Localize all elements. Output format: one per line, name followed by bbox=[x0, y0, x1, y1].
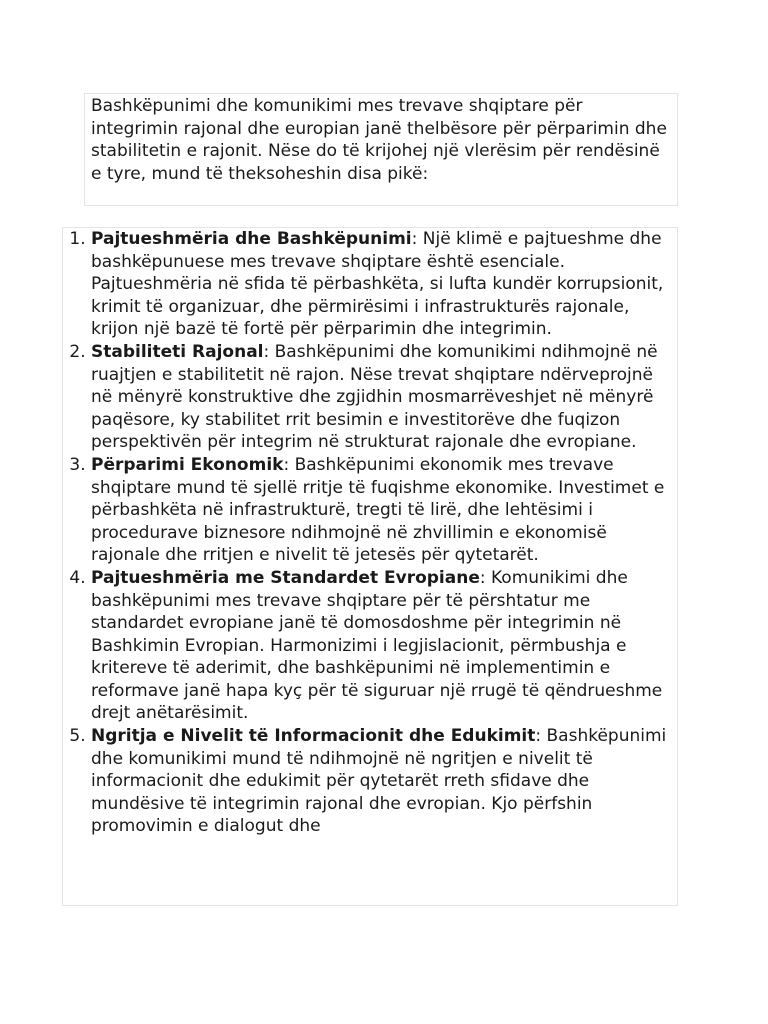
list-item bbox=[91, 725, 677, 838]
points-list bbox=[63, 228, 677, 838]
point-text: : Komunikimi dhe bashkëpunimi mes trevave shqiptare për të përshtatur me standardet evropiane janë të domosdoshme për integrimin në Bashkimin Evropian. Harmonizimi i legjislacionit, përmbushja e kritereve të aderimit, dhe bashkëpunimi në implementimin e reformave janë hapa kyç për të siguruar një rrugë të qëndrueshme drejt anëtarësimit. bbox=[91, 567, 663, 724]
intro-text: Bashkëpunimi dhe komunikimi mes trevave shqiptare për integrimin rajonal dhe europian janë thelbësore për përparimin dhe stabilitetin e rajonit. Nëse do të krijohej një vlerësim për rendësinë e tyre, mund të theksoheshin disa pikë: bbox=[91, 96, 667, 184]
list-item bbox=[91, 341, 677, 454]
point-title: Pajtueshmëria dhe Bashkëpunimi bbox=[91, 229, 412, 249]
point-title: Pajtueshmëria me Standardet Evropiane bbox=[91, 567, 480, 588]
intro-paragraph-box bbox=[84, 93, 678, 206]
point-title: Përparimi Ekonomik bbox=[91, 454, 284, 475]
point-text: : Një klimë e pajtueshme dhe bashkëpunuese mes trevave shqiptare është esenciale. Pajtueshmëria në sfida të përbashkëta, si lufta kundër korrupsionit, krimit të organizuar, dhe përmirësimi i infrastrukturës rajonale, krijon një bazë të fortë për përparimin dhe integrimin. bbox=[91, 229, 664, 340]
points-list-box bbox=[62, 227, 678, 906]
point-text: : Bashkëpunimi dhe komunikimi mund të ndihmojnë në ngritjen e nivelit të informacionit dhe edukimit për qytetarët rreth sfidave dhe mundësive të integrimin rajonal dhe evropian. Kjo përfshin promovimin e dialogut dhe bbox=[91, 726, 667, 837]
point-title: Stabiliteti Rajonal bbox=[91, 341, 264, 362]
list-item bbox=[91, 454, 677, 567]
list-item bbox=[91, 567, 677, 725]
point-text: : Bashkëpunimi ekonomik mes trevave shqiptare mund të sjellë rritje të fuqishme ekonomike. Investimet e përbashkëta në infrastrukturë, tregti të lirë, dhe lehtësimi i procedurave biznesore ndihmojnë në zhvillimin e ekonomisë rajonale dhe rritjen e nivelit të jetesës për qytetarët. bbox=[91, 454, 665, 566]
list-item bbox=[91, 228, 677, 341]
point-title: Ngritja e Nivelit të Informacionit dhe Edukimit bbox=[91, 726, 536, 747]
point-text: : Bashkëpunimi dhe komunikimi ndihmojnë në ruajtjen e stabilitetit në rajon. Nëse trevat shqiptare ndërveprojnë në mënyrë konstruktive dhe zgjidhin mosmarrëveshjet në mënyrë paqësore, ky stabilitet rrit besimin e investitorëve dhe fuqizon perspektivën për integrim në strukturat rajonale dhe evropiane. bbox=[91, 341, 658, 453]
